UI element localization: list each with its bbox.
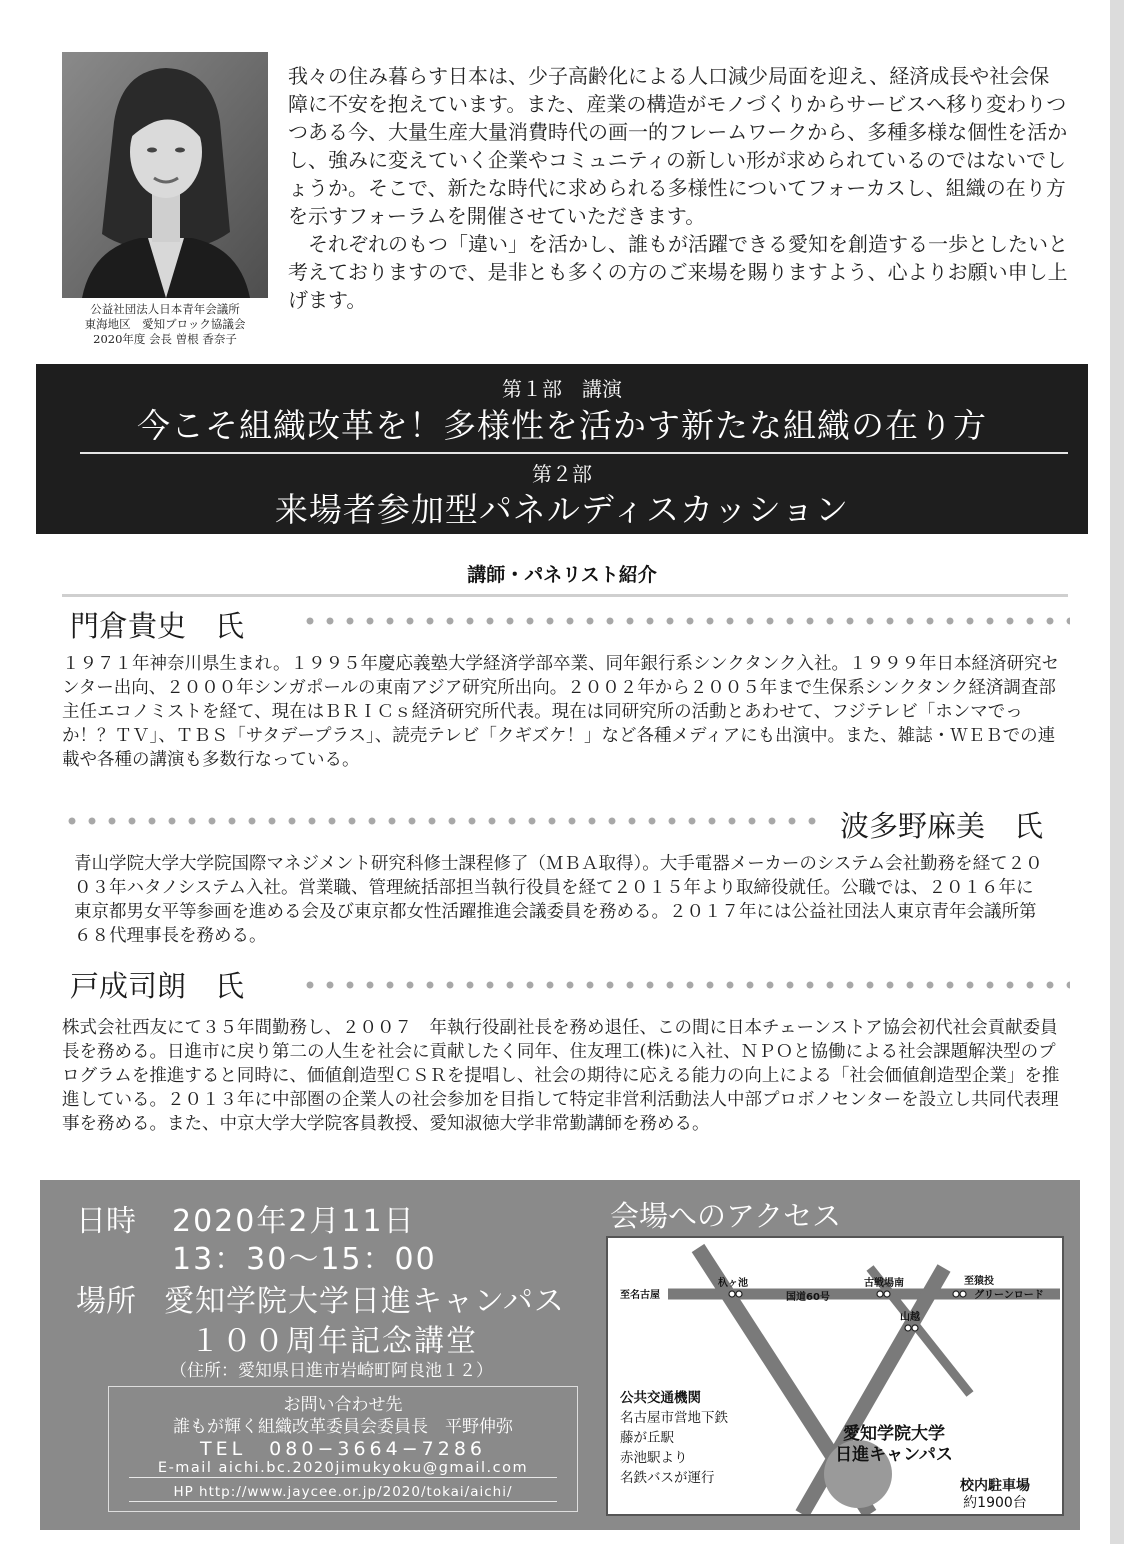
map-university-label	[824, 1424, 964, 1466]
intro-text	[288, 62, 1068, 314]
parking-info	[940, 1478, 1050, 1512]
map-label-station-2: 古戦場南	[864, 1278, 904, 1289]
contact-heading: お問い合わせ先	[283, 1395, 403, 1415]
contact-box	[108, 1386, 578, 1512]
speaker-3-name: 戸成司朗 氏	[70, 969, 245, 1003]
event-info-panel	[40, 1180, 1080, 1530]
speaker-2-name: 波多野麻美 氏	[840, 809, 1044, 843]
venue-hall: １００周年記念講堂	[190, 1324, 478, 1359]
transport-line-4: 名鉄バスが運行	[620, 1470, 715, 1486]
speakers-heading: 講師・パネリスト紹介	[467, 564, 657, 586]
transport-line-1: 名古屋市営地下鉄	[620, 1410, 728, 1426]
transport-heading: 公共交通機関	[620, 1390, 701, 1406]
intro-paragraph-2: それぞれのもつ「違い」を活かし、誰もが活躍できる愛知を創造する一歩としたいと考えておりますので、是非とも多くの方のご来場を賜りますよう、心よりお願い申し上げます。	[288, 232, 1068, 312]
parking-count: 約1900台	[963, 1495, 1027, 1511]
part1-label: 第１部 講演	[502, 377, 622, 401]
access-map	[606, 1236, 1064, 1516]
part2-label: 第２部	[532, 462, 592, 486]
speaker-2-dots	[62, 816, 822, 826]
caption-name: 2020年度 会長 曽根 香奈子	[93, 332, 237, 346]
datetime-label: 日時	[76, 1204, 136, 1239]
transport-line-2: 藤が丘駅	[620, 1430, 674, 1446]
speaker-1-name: 門倉貴史 氏	[70, 609, 245, 643]
speaker-2-bio: 青山学院大学大学院国際マネジメント研究科修士課程修了（ＭＢＡ取得）。大手電器メーカーのシステム会社勤務を経て２００３年ハタノシステム入社。営業職、管理統括部担当執行役員を経て２０１５年より取締役就任。公職では、２０１６年に東京都男女平等参画を進める会及び東京都女性活躍推進会議委員を務める。２０１７年には公益社団法人東京青年会議所第６８代理事長を務める。	[74, 854, 1043, 946]
part1-title: 今こそ組織改革を！多様性を活かす新たな組織の在り方	[137, 406, 987, 445]
venue-name: 愛知学院大学日進キャンパス	[164, 1284, 565, 1319]
part2-title: 来場者参加型パネルディスカッション	[274, 490, 850, 529]
transport-line-3: 赤池駅より	[620, 1450, 688, 1466]
map-label-yamagoe: 山越	[900, 1312, 920, 1323]
map-label-station-1: 杁ヶ池	[718, 1278, 748, 1289]
program-banner	[36, 364, 1088, 534]
map-label-green-road: グリーンロード	[974, 1290, 1044, 1301]
map-label-route: 国道60号	[786, 1292, 830, 1303]
access-title: 会場へのアクセス	[610, 1199, 842, 1233]
university-line-2: 日進キャンパス	[835, 1445, 953, 1465]
caption-organization: 公益社団法人日本青年会議所	[90, 302, 240, 316]
page-edge	[1110, 0, 1124, 1544]
contact-person: 誰もが輝く組織改革委員会委員長 平野伸弥	[173, 1417, 513, 1437]
banner-divider	[80, 452, 1068, 454]
map-label-to-sanage: 至猿投	[964, 1276, 994, 1287]
venue-address: （住所：愛知県日進市岩崎町阿良池１２）	[170, 1361, 493, 1381]
intro-paragraph-1: 我々の住み暮らす日本は、少子高齢化による人口減少局面を迎え、経済成長や社会保障に不安を抱えています。また、産業の構造がモノづくりからサービスへ移り変わりつつある今、大量生産大量消費時代の画一的フレームワークから、多種多様な個性を活かし、強みに変えていく企業やコミュニティの新しい形が求められているのではないでしょうか。そこで、新たな時代に求められる多様性についてフォーカスし、組織の在り方を示すフォーラムを開催させていただきます。	[288, 64, 1068, 228]
chairperson-photo	[62, 52, 268, 298]
speakers-heading-rule	[62, 594, 1068, 597]
contact-tel[interactable]: TEL 080−3664−7286	[199, 1438, 486, 1460]
contact-email-link[interactable]: E-mail aichi.bc.2020jimukyoku@gmail.com	[129, 1460, 557, 1478]
parking-label: 校内駐車場	[960, 1478, 1030, 1494]
speaker-1-bio: １９７１年神奈川県生まれ。１９９５年慶応義塾大学経済学部卒業、同年銀行系シンクタンク入社。１９９９年日本経済研究センター出向、２０００年シンガポールの東南アジア研究所出向。２００２年から２００５年まで生保系シンクタンク経済調査部主任エコノミストを経て、現在はＢＲＩＣｓ経済研究所代表。現在は同研究所の活動とあわせて、フジテレビ「ホンマでっか！？ＴＶ」、ＴＢＳ「サタデープラス」、読売テレビ「クギズケ！」など各種メディアにも出演中。また、雑誌・ＷＥＢでの連載や各種の講演も多数行なっている。	[62, 654, 1060, 770]
caption-district: 東海地区 愛知ブロック協議会	[84, 317, 246, 331]
map-label-to-nagoya: 至名古屋	[620, 1290, 660, 1301]
speaker-1-dots	[300, 616, 1070, 626]
event-time: 13：30〜15：00	[172, 1242, 437, 1277]
speaker-3-dots	[300, 980, 1070, 990]
speaker-3-bio: 株式会社西友にて３５年間勤務し、２００７ 年執行役副社長を務め退任、この間に日本チェーンストア協会初代社会貢献委員長を務める。日進市に戻り第二の人生を社会に貢献したく同年、住友理工(株)に入社、ＮＰＯと協働による社会課題解決型のプログラムを推進すると同時に、価値創造型ＣＳＲを提唱し、社会の期待に応える能力の向上による「社会価値創造型企業」を推進している。２０１３年に中部圏の企業人の社会参加を目指して特定非営利活動法人中部プロボノセンターを設立し共同代表理事を務める。また、中京大学大学院客員教授、愛知淑徳大学非常勤講師を務める。	[62, 1018, 1060, 1134]
photo-caption	[56, 302, 274, 347]
transport-info	[620, 1388, 728, 1488]
event-date: 2020年2月11日	[172, 1204, 416, 1239]
place-label: 場所	[76, 1284, 136, 1319]
contact-homepage-link[interactable]: HP http://www.jaycee.or.jp/2020/tokai/aichi/	[129, 1484, 557, 1502]
university-line-1: 愛知学院大学	[843, 1424, 945, 1444]
